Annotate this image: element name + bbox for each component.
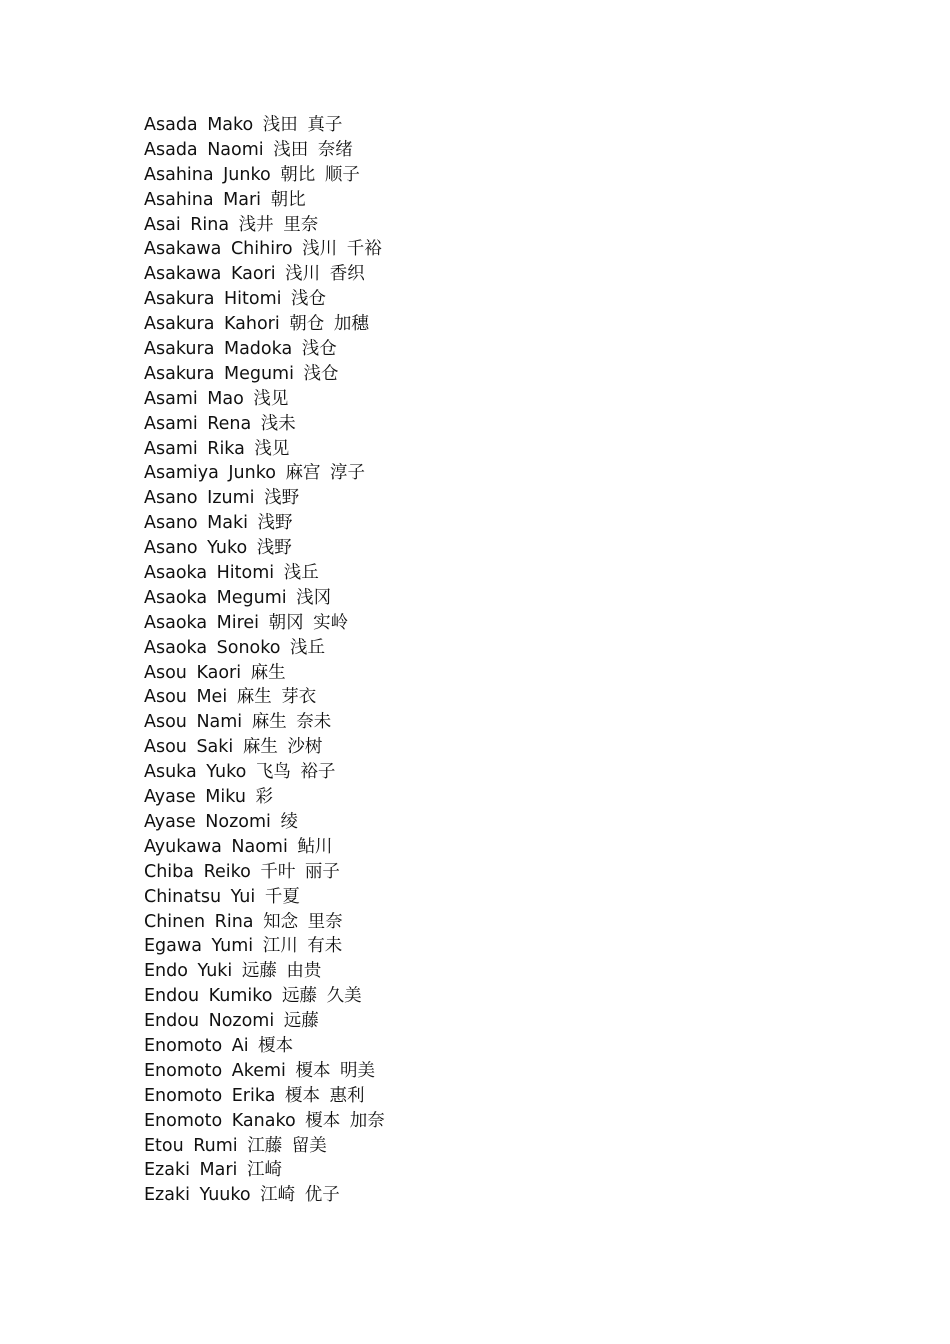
list-item: Asada Mako 浅田 真子 [144,115,343,135]
list-item: Ezaki Mari 江崎 [144,1160,282,1181]
list-item: Asamiya Junko 麻宫 淳子 [144,463,366,484]
list-item: Asou Saki 麻生 沙树 [144,737,323,758]
list-item: Asaoka Megumi 浅冈 [144,587,332,608]
list-item: Asakura Kahori 朝仓 加穗 [144,314,369,335]
list-item: Asakura Madoka 浅仓 [144,339,337,360]
list-item: Enomoto Erika 榎本 惠利 [144,1085,365,1106]
list-item: Asakawa Kaori 浅川 香织 [144,264,365,285]
list-item: Asakura Megumi 浅仓 [144,363,339,384]
list-item: Asami Mao 浅见 [144,388,289,409]
list-item: Asahina Mari 朝比 [144,189,306,210]
list-item: Asai Rina 浅井 里奈 [144,214,319,235]
list-item: Asou Kaori 麻生 [144,662,286,683]
list-item: Endo Yuki 远藤 由贵 [144,961,322,982]
list-item: Ayase Miku 彩 [144,787,274,808]
list-item: Asakawa Chihiro 浅川 千裕 [144,239,382,260]
list-item: Asaoka Mirei 朝冈 实岭 [144,612,349,633]
list-item: Asou Mei 麻生 芽衣 [144,687,317,708]
list-item: Asaoka Hitomi 浅丘 [144,563,319,584]
list-item: Asami Rena 浅未 [144,413,296,434]
list-item: Chinen Rina 知念 里奈 [144,911,343,932]
list-item: Ayukawa Naomi 鲇川 [144,836,333,857]
list-item: Endou Nozomi 远藤 [144,1011,319,1032]
list-item: Enomoto Kanako 榎本 加奈 [144,1110,385,1131]
list-item: Asami Rika 浅见 [144,438,290,459]
list-item: Etou Rumi 江藤 留美 [144,1135,327,1156]
list-item: Asada Naomi 浅田 奈绪 [144,139,353,160]
list-item: Asano Maki 浅野 [144,513,293,534]
list-item: Egawa Yumi 江川 有未 [144,936,343,957]
list-item: Ezaki Yuuko 江崎 优子 [144,1185,340,1206]
list-item: Asano Yuko 浅野 [144,538,292,559]
list-item: Enomoto Ai 榎本 [144,1035,294,1056]
name-list [144,113,385,1208]
list-item: Asakura Hitomi 浅仓 [144,289,327,310]
list-item: Enomoto Akemi 榎本 明美 [144,1060,376,1081]
list-item: Asaoka Sonoko 浅丘 [144,637,326,658]
list-item: Asou Nami 麻生 奈未 [144,712,332,733]
list-item: Asuka Yuko 飞鸟 裕子 [144,762,336,783]
list-item: Chinatsu Yui 千夏 [144,886,300,907]
list-item: Chiba Reiko 千叶 丽子 [144,861,340,882]
list-item: Endou Kumiko 远藤 久美 [144,986,362,1007]
list-item: Asano Izumi 浅野 [144,488,300,509]
list-item: Ayase Nozomi 绫 [144,811,298,832]
list-item: Asahina Junko 朝比 顺子 [144,164,360,185]
